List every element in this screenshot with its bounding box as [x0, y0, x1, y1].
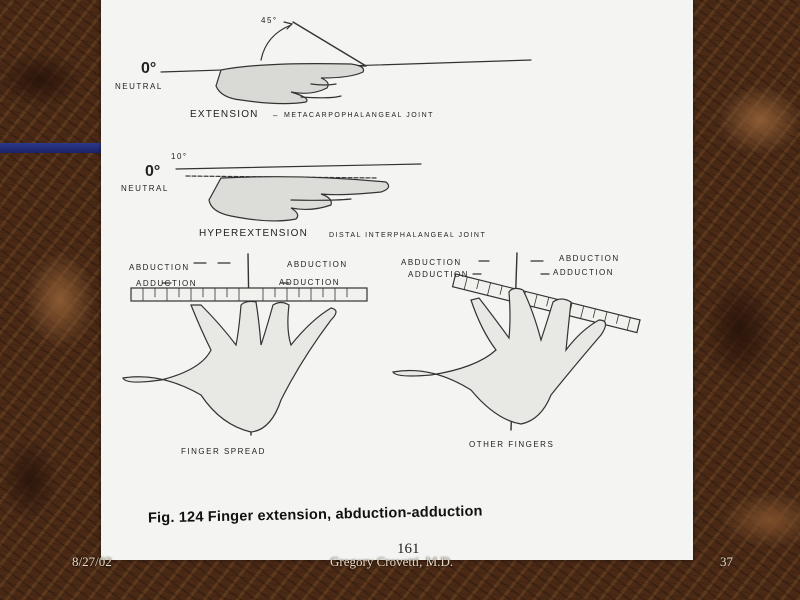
spread-abduction-left: ABDUCTION [129, 263, 190, 272]
accent-bar [0, 143, 102, 153]
page-number: 161 [397, 541, 420, 557]
footer-slide-number: 37 [720, 554, 733, 569]
spread-ruler [131, 288, 367, 301]
spread-adduction-left: ADDUCTION [136, 279, 198, 288]
scanned-figure-page: 45° 0° NEUTRAL EXTENSION METACARPOPHALANGEAL JOINT – 10° 0° NEUTRAL HYPEREXTENSION DISTAL INTERPHALANGEAL JOINT ABDUCTION ABDUCTION ADDUCTION ADDUCTION FINGER SPREAD ABDUCTION ABDUCTION ADDUCTION ADDUCTION OTHER FINGERS Fig. 124 Finger extension, abduction-adduction 161 [101, 0, 693, 560]
other-abduction-left: ABDUCTION [401, 258, 462, 267]
extension-angle-line [293, 22, 366, 66]
neutral-line-hyperextension [176, 164, 421, 169]
extension-neutral-label: NEUTRAL [115, 82, 163, 91]
footer-author: Gregory Crovetti, M.D. [330, 554, 454, 569]
hyper-title: HYPEREXTENSION [199, 228, 309, 239]
hyper-neutral-label: NEUTRAL [121, 184, 169, 193]
spread-adduction-right: ADDUCTION [279, 278, 341, 287]
hyper-subtitle: DISTAL INTERPHALANGEAL JOINT [329, 232, 487, 239]
hand-hyperextension-shape [209, 177, 389, 221]
figure-caption: Fig. 124 Finger extension, abduction-adduction [147, 503, 483, 527]
spread-abduction-right: ABDUCTION [287, 260, 348, 269]
spread-hand-outline [123, 301, 336, 432]
extension-angle-arc [261, 25, 291, 60]
hyper-zero-label: 0° [145, 163, 161, 180]
spread-label: FINGER SPREAD [181, 447, 266, 456]
footer-date: 8/27/02 [72, 554, 112, 569]
hand-extension-shape [216, 64, 364, 104]
extension-subtitle: METACARPOPHALANGEAL JOINT [284, 112, 434, 119]
hyper-angle-label: 10° [171, 152, 188, 161]
extension-zero-label: 0° [141, 60, 157, 77]
extension-title: EXTENSION [190, 109, 259, 120]
other-label: OTHER FINGERS [469, 440, 555, 449]
other-adduction-left: ADDUCTION [408, 270, 470, 279]
extension-angle-label: 45° [261, 16, 278, 25]
other-adduction-right: ADDUCTION [553, 268, 615, 277]
other-abduction-right: ABDUCTION [559, 254, 620, 263]
